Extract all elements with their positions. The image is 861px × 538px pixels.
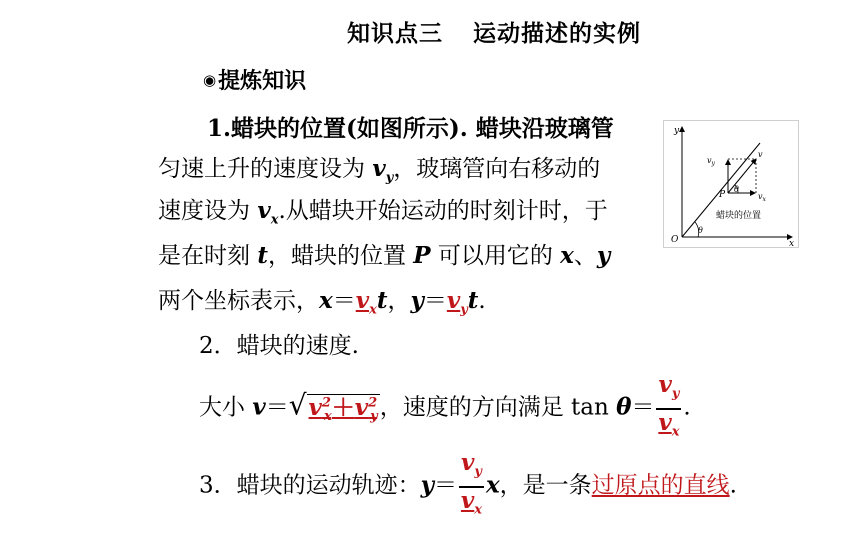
origin-label: O: [671, 235, 679, 245]
v-label: v: [758, 150, 763, 159]
section-heading: [203, 64, 306, 95]
page-title: [347, 15, 641, 48]
answer-vy: $v_y$: [446, 287, 468, 318]
section-label: 提炼知识: [218, 68, 307, 94]
theta-label-origin: θ: [698, 226, 703, 235]
p2-speed-line: 大小 $v=√v^2_x+v^2_y$，速度的方向满足 tan θ＝ $\frac{v_y}{v_x}$ .: [199, 372, 691, 445]
title-part1: 知识点三: [347, 20, 443, 47]
p1-line4: 是在时刻 t，蜡块的位置 P 可以用它的 x、y: [158, 242, 611, 269]
p1-line1: 1.蜡块的位置(如图所示). 蜡块沿玻璃管: [207, 115, 614, 142]
p1-line3: 速度设为 $v_x$.从蜡块开始运动的时刻计时，于: [158, 197, 608, 228]
answer-vx: $v_x$: [355, 287, 377, 318]
y-axis-label: y: [674, 126, 680, 136]
vy-label: $v_y$: [707, 156, 715, 167]
bullet-icon: ◉: [203, 71, 217, 89]
point-p-label: P: [719, 190, 726, 200]
vx-label: $v_x$: [758, 192, 766, 203]
x-axis-label: x: [789, 239, 795, 247]
p1-line5: 两个坐标表示，$x=v_xt$，$y=v_yt$.: [158, 287, 486, 318]
answer-vx2: $v^2_x$: [308, 393, 332, 425]
sqrt-symbol: √: [288, 388, 307, 422]
answer-straight-line: 过原点的直线: [591, 472, 730, 499]
p1-line2: 匀速上升的速度设为 $v_y$，玻璃管向右移动的: [158, 155, 601, 186]
coordinate-diagram: [664, 121, 798, 247]
theta-label-p: θ: [734, 185, 739, 194]
answer-vy2: $v^2_y$: [354, 393, 378, 425]
title-part2: 运动描述的实例: [473, 20, 641, 47]
tan-fraction: $\frac{v_y}{v_x}$: [658, 371, 680, 440]
p3-trajectory-line: 3．蜡块的运动轨迹：y＝ $\frac{v_y}{v_x}$ x，是一条过原点的直线.: [199, 450, 737, 523]
figure-caption: 蜡块的位置: [716, 211, 762, 221]
wax-block-position-figure: [663, 120, 799, 248]
trajectory-fraction: $\frac{v_y}{v_x}$: [460, 449, 483, 518]
p2-heading: 2．蜡块的速度.: [199, 333, 359, 359]
